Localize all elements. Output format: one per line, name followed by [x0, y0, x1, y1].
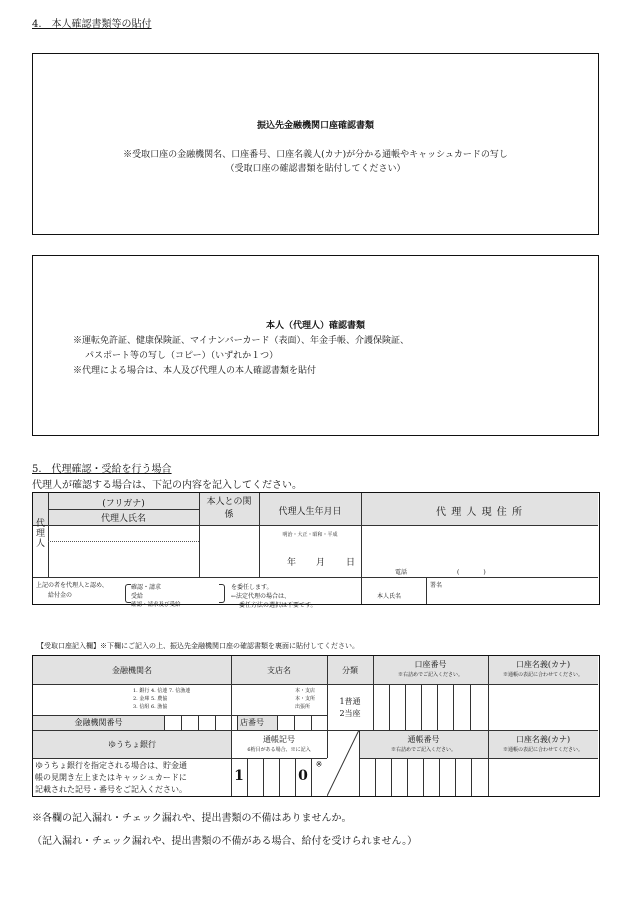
yucho-instructions [35, 760, 187, 796]
divider [359, 758, 598, 759]
furigana-label: (フリガナ) [102, 499, 145, 509]
digit-box[interactable] [215, 715, 216, 730]
option-confirm-request[interactable]: 確認・請求 [131, 584, 162, 591]
account-number-label: 口座番号 [414, 660, 447, 669]
digit-box[interactable] [164, 715, 165, 730]
passbook-holder-note: ※通帳の表記に合わせてください。 [502, 747, 583, 753]
digit-box[interactable] [455, 758, 456, 796]
digit-box[interactable] [437, 684, 438, 730]
yucho-instr-1: ゆうちょ銀行を指定される場合は、貯金通 [35, 761, 187, 770]
branch-type-3: 出張所 [295, 704, 311, 710]
category-ordinary[interactable]: 1普通 [339, 697, 361, 706]
divider [48, 509, 199, 510]
divider [48, 541, 199, 542]
digit-box[interactable] [423, 758, 424, 796]
passbook-number-label: 通帳番号 [407, 735, 440, 744]
bank-type-2: 2. 金庫 5. 農協 [133, 696, 168, 702]
passbook-symbol-note: 6桁目がある場合、※に記入 [247, 747, 311, 753]
digit-box[interactable] [391, 758, 392, 796]
bank-doc-line1: ※受取口座の金融機関名、口座番号、口座名義人(カナ)が分かる通帳やキャッシュカードの写し [123, 150, 508, 160]
account-number-note: ※右詰めでご記入ください。 [397, 672, 463, 678]
digit-box[interactable] [375, 758, 376, 796]
yucho-instr-2: 帳の見開き左上またはキャッシュカードに [35, 773, 187, 782]
digit-box[interactable] [181, 715, 182, 730]
bank-account-doc-box[interactable] [32, 53, 599, 235]
digit-box[interactable] [421, 684, 422, 730]
digit-box[interactable] [407, 758, 408, 796]
symbol-fixed-zero: 0 [298, 768, 308, 784]
agent-name-label: 代理人氏名 [100, 514, 146, 524]
divider [33, 758, 327, 759]
entrust-text: を委任します。 [231, 584, 273, 591]
identity-doc-line1: ※運転免許証、健康保険証、マイナンバーカード（表面）、年金手帳、介護保険証、 [73, 336, 410, 346]
divider [199, 493, 200, 577]
account-table [32, 655, 600, 797]
digit-box[interactable] [247, 758, 248, 796]
month-label: 月 [316, 558, 326, 568]
yucho-instr-3: 記載された記号・番号をご記入ください。 [35, 785, 187, 794]
dob-label: 代理人生年月日 [278, 507, 342, 517]
bracket-right [219, 584, 225, 603]
day-label: 日 [346, 558, 356, 568]
era-options: 明治・大正・昭和・平成 [282, 532, 338, 538]
principal-name-label: 本人氏名 [377, 593, 402, 600]
category-label: 分類 [342, 666, 358, 675]
holder-note: ※通帳の表記に合わせてください。 [502, 672, 583, 678]
digit-box[interactable] [405, 684, 406, 730]
option-both[interactable]: 確認・請求及び受給 [131, 602, 181, 608]
identity-doc-line2: パスポート等の写し（コピー）（いずれか１つ） [85, 351, 279, 361]
divider [361, 577, 362, 604]
delegate-line2: 給付金の [48, 592, 73, 599]
digit-box[interactable] [294, 715, 295, 730]
delegate-line1: 上記の者を代理人と認め、 [36, 582, 108, 589]
branch-type-1: 本・支店 [295, 688, 316, 694]
na-diagonal [327, 730, 359, 796]
passbook-symbol-label: 通帳記号 [263, 735, 295, 744]
yucho-label: ゆうちょ銀行 [108, 740, 156, 749]
divider [33, 577, 598, 578]
identity-doc-box[interactable] [32, 255, 599, 436]
digit-box[interactable] [237, 715, 238, 730]
passbook-holder-label: 口座名義(カナ) [515, 735, 571, 744]
signature-label: 署名 [430, 582, 443, 589]
agent-table [32, 492, 600, 609]
digit-box[interactable] [279, 758, 280, 796]
section5-heading: 5. 代理確認・受給を行う場合 [32, 464, 172, 475]
identity-doc-line3: ※代理による場合は、本人及び代理人の本人確認書類を貼付 [73, 366, 317, 376]
option-receive[interactable]: 受給 [131, 593, 144, 600]
legal-note-2: 委任方法の選択は不要です。 [239, 602, 317, 609]
bank-doc-title: 振込先金融機関口座確認書類 [256, 121, 374, 131]
section4-heading: 4. 本人確認書類等の貼付 [32, 19, 152, 30]
divider [33, 715, 327, 716]
bank-name-label: 金融機関名 [112, 666, 152, 675]
digit-box[interactable] [277, 715, 278, 730]
bank-type-1: 1. 銀行 4. 信連 7. 信漁連 [133, 688, 191, 694]
bank-type-3: 3. 信組 6. 漁協 [133, 704, 168, 710]
digit-box[interactable] [311, 715, 312, 730]
year-label: 年 [287, 558, 297, 568]
divider [33, 730, 598, 731]
digit-box[interactable] [198, 715, 199, 730]
digit-box[interactable] [439, 758, 440, 796]
bank-code-label: 金融機関番号 [74, 718, 123, 727]
footer-warning: （記入漏れ・チェック漏れや、提出書類の不備がある場合、給付を受けられません。） [32, 836, 418, 847]
digit-box[interactable] [453, 684, 454, 730]
bank-doc-line2: （受取口座の確認書類を貼付してください） [225, 164, 406, 174]
relation-label: 本人との関係 [206, 497, 252, 520]
digit-box[interactable] [263, 758, 264, 796]
passbook-number-note: ※右詰めでご記入ください。 [390, 747, 456, 753]
divider [33, 525, 598, 526]
footer-check: ※各欄の記入漏れ・チェック漏れや、提出書類の不備はありませんか。 [32, 813, 352, 824]
section5-intro: 代理人が確認する場合は、下記の内容を記入してください。 [32, 480, 302, 491]
digit-box[interactable] [389, 684, 390, 730]
divider [426, 577, 427, 604]
branch-code-label: 店番号 [240, 718, 264, 727]
category-current[interactable]: 2当座 [339, 709, 361, 718]
holder-label: 口座名義(カナ) [515, 660, 571, 669]
agent-side-label: 代理人 [36, 519, 46, 549]
digit-box[interactable] [471, 758, 472, 796]
symbol-asterisk: ※ [315, 760, 323, 769]
digit-box[interactable] [470, 684, 471, 730]
phone-paren: ( ) [457, 569, 486, 576]
identity-doc-title: 本人（代理人）確認書類 [265, 321, 365, 331]
branch-name-label: 支店名 [267, 666, 291, 675]
divider [33, 684, 598, 685]
branch-type-2: 本・支所 [295, 696, 316, 702]
legal-note-1: ←法定代理の場合は、 [231, 593, 291, 600]
account-notice: 【受取口座記入欄】※下欄にご記入の上、振込先金融機関口座の確認書類を裏面に貼付してください。 [37, 642, 359, 650]
symbol-first-digit: 1 [234, 768, 244, 784]
phone-label: 電話 [395, 569, 408, 576]
address-label: 代 理 人 現 住 所 [436, 507, 523, 518]
